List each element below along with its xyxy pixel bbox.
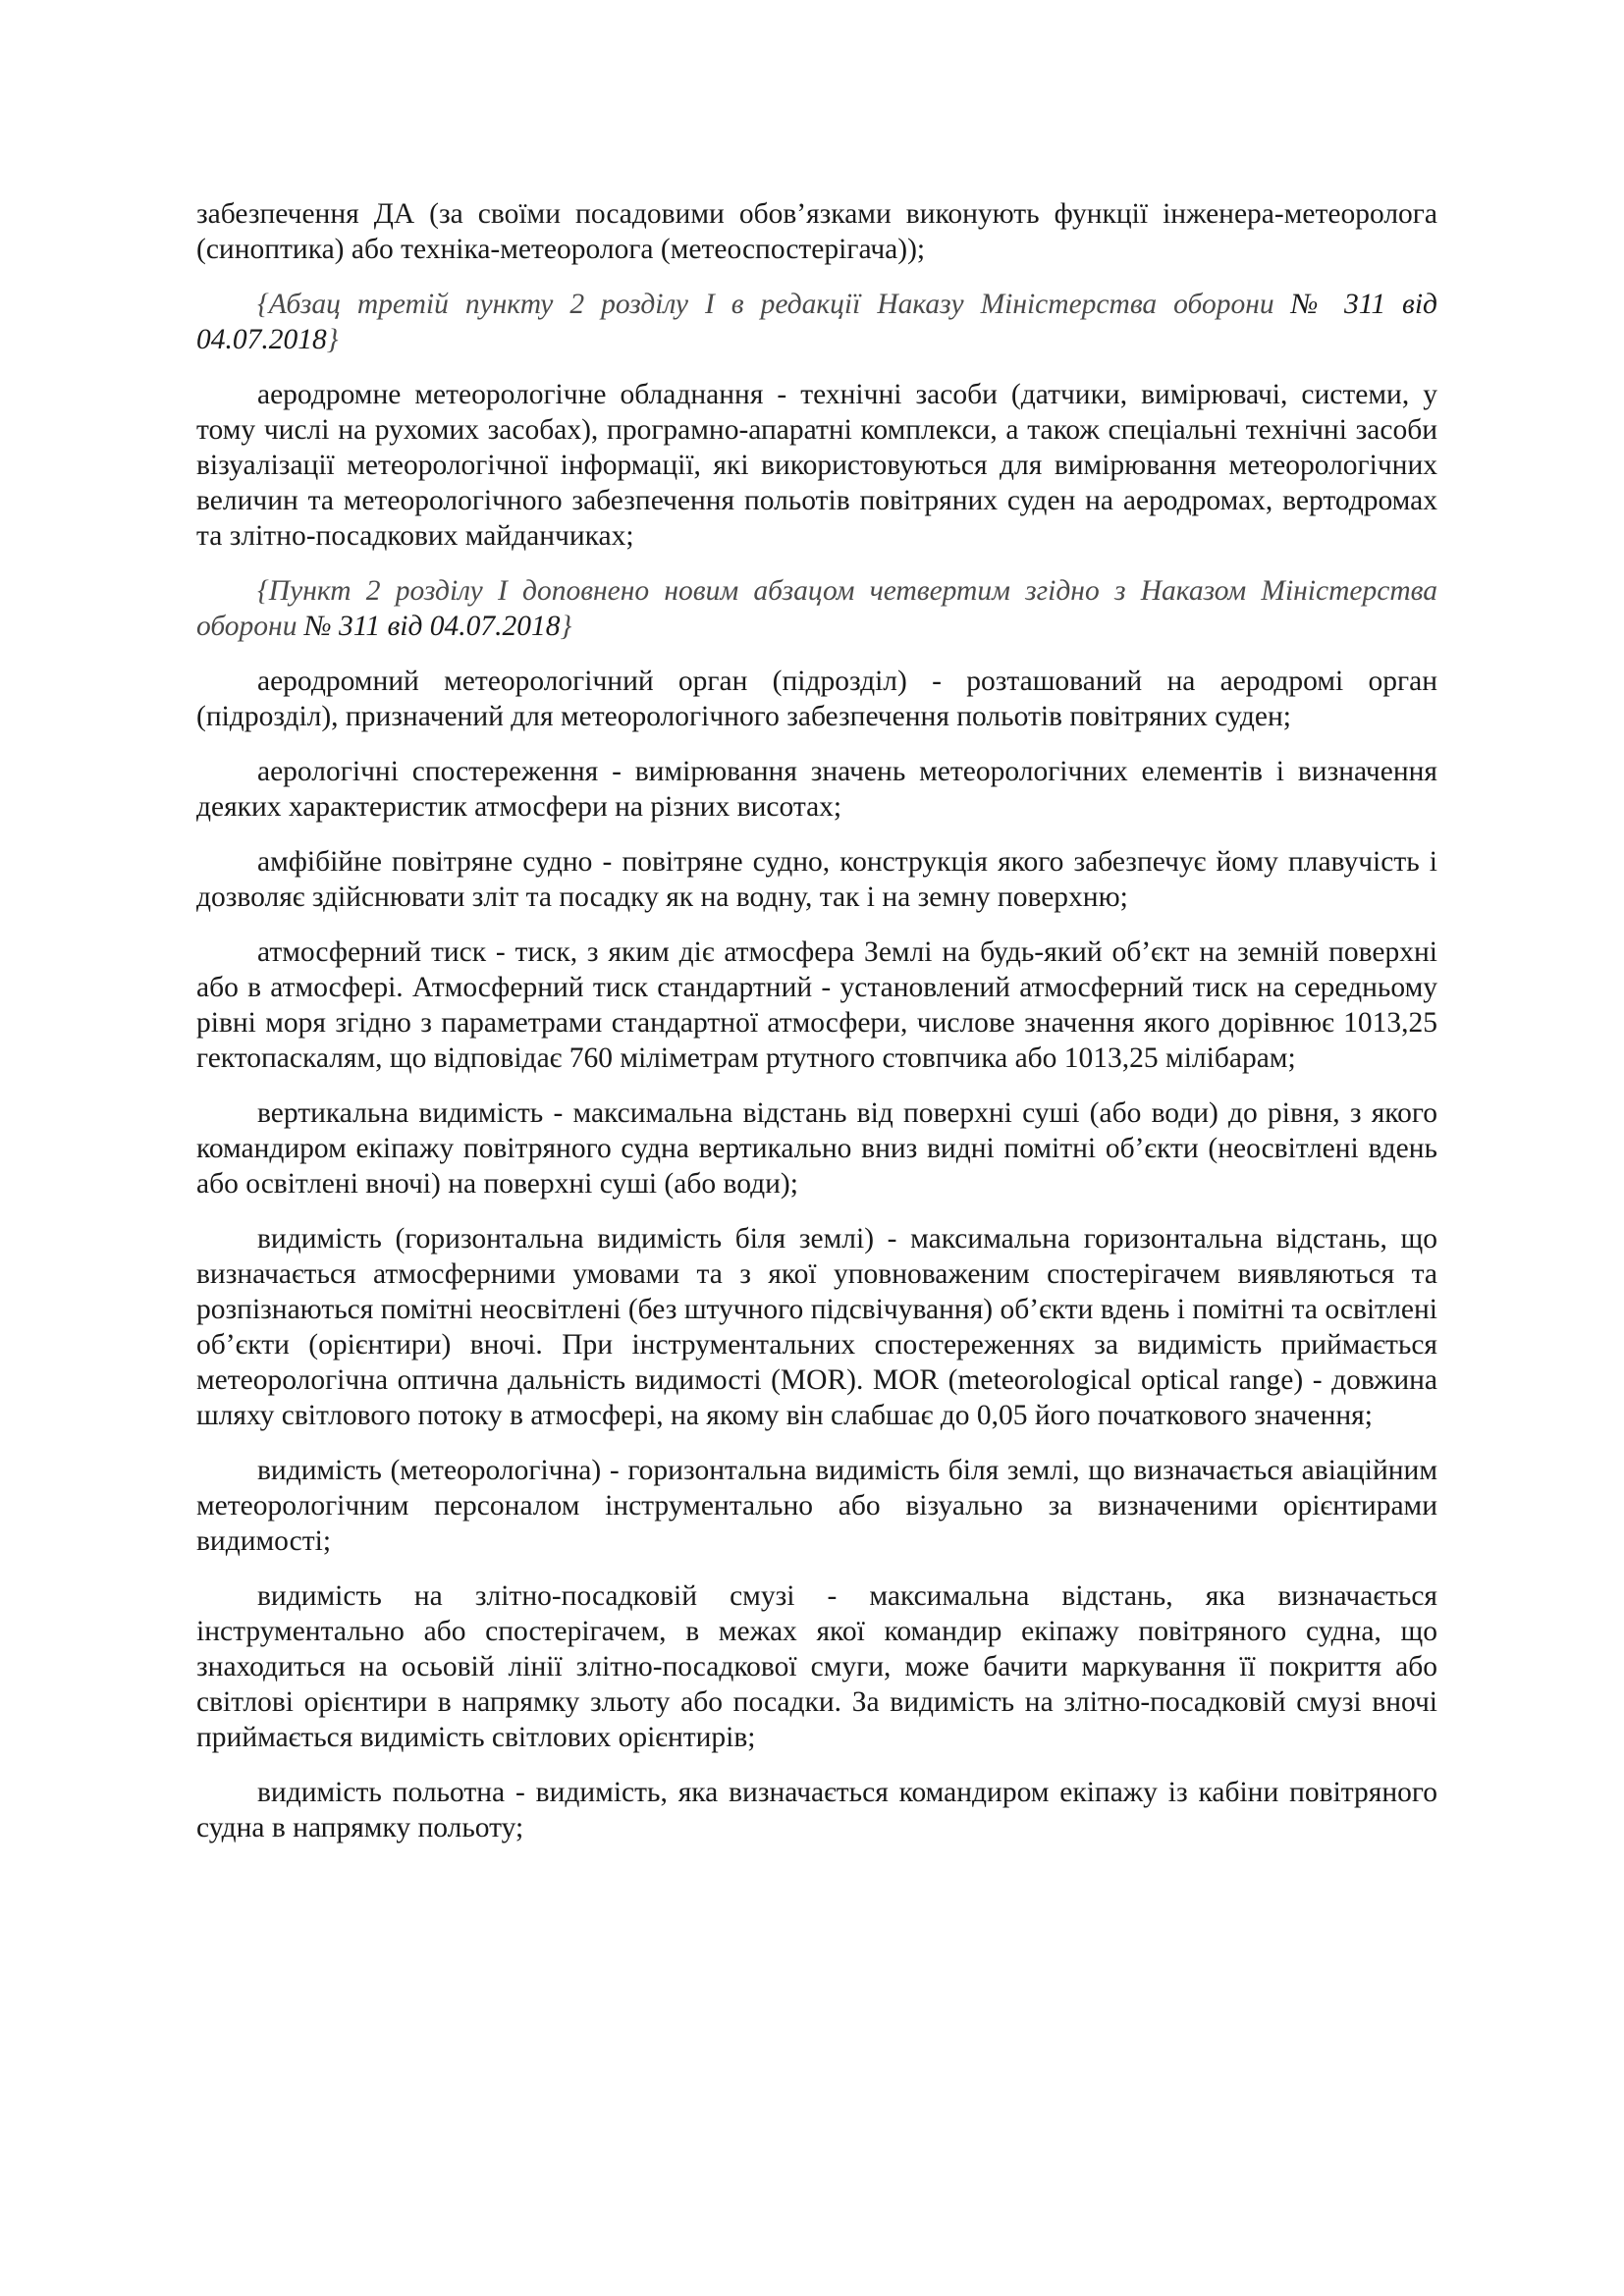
paragraph-aerodrome-equipment: аеродромне метеорологічне обладнання - технічні засоби (датчики, вимірювачі, системи, у тому числі на рухомих засобах), програмно-апаратні комплекси, а також спеціальні технічні засоби візуалізації метеорологічної інформації, які використовуються для вимірювання метеорологічних величин та метеорологічного забезпечення польотів повітряних суден на аеродромах, вертодромах та злітно-посадкових майданчиках; <box>196 379 1437 552</box>
paragraph-vertical-visibility: вертикальна видимість - максимальна відстань від поверхні суші (або води) до рівня, з якого командиром екіпажу повітряного судна вертикально вниз видні помітні об’єкти (неосвітлені вдень або освітлені вночі) на поверхні суші (або води); <box>196 1097 1437 1200</box>
order-reference-link[interactable]: № 311 від 04.07.2018 <box>303 611 561 642</box>
paragraph-horizontal-visibility: видимість (горизонтальна видимість біля землі) - максимальна горизонтальна відстань, що визначається атмосферними умовами та з якої уповноваженим спостерігачем виявляються та розпізнаються помітні неосвітлені (без штучного підсвічування) об’єкти вдень і помітні та освітлені об’єкти (орієнтири) вночі. При інструментальних спостереженнях за видимість приймається метеорологічна оптична дальність видимості (MOR). MOR (meteorological optical range) - довжина шляху світлового потоку в атмосфері, на якому він слабшає до 0,05 його початкового значення; <box>196 1223 1437 1431</box>
note-text: {Абзац третій пункту 2 розділу I в редакції Наказу Міністерства оборони <box>257 289 1291 320</box>
paragraph-amphibious-aircraft: амфібійне повітряне судно - повітряне судно, конструкція якого забезпечує йому плавучість і дозволяє здійснювати зліт та посадку як на водну, так і на земну поверхню; <box>196 846 1437 913</box>
editorial-note-paragraph-3 <box>196 287 1437 357</box>
order-reference-link[interactable]: № 311 від 04.07.2018 <box>196 289 1437 355</box>
paragraph-atmospheric-pressure: атмосферний тиск - тиск, з яким діє атмосфера Землі на будь-який об’єкт на земній поверхні або в атмосфері. Атмосферний тиск стандартний - установлений атмосферний тиск на середньому рівні моря згідно з параметрами стандартної атмосфери, числове значення якого дорівнює 1013,25 гектопаскалям, що відповідає 760 міліметрам ртутного стовпчика або 1013,25 мілібарам; <box>196 936 1437 1074</box>
editorial-note-paragraph-4 <box>196 573 1437 644</box>
note-tail: } <box>560 611 572 642</box>
paragraph-da-support: забезпечення ДА (за своїми посадовими обов’язками виконують функції інженера-метеоролога (синоптика) або техніка-метеоролога (метеоспостерігача)); <box>196 198 1437 265</box>
paragraph-aerodrome-met-office: аеродромний метеорологічний орган (підрозділ) - розташований на аеродромі орган (підрозділ), призначений для метеорологічного забезпечення польотів повітряних суден; <box>196 666 1437 732</box>
paragraph-meteorological-visibility: видимість (метеорологічна) - горизонтальна видимість біля землі, що визначається авіаційним метеорологічним персоналом інструментально або візуально за визначеними орієнтирами видимості; <box>196 1455 1437 1557</box>
paragraph-flight-visibility: видимість польотна - видимість, яка визначається командиром екіпажу із кабіни повітряного судна в напрямку польоту; <box>196 1777 1437 1843</box>
note-tail: } <box>326 324 339 355</box>
paragraph-runway-visibility: видимість на злітно-посадковій смузі - максимальна відстань, яка визначається інструментально або спостерігачем, в межах якої командир екіпажу повітряного судна, що знаходиться на осьовій лінії злітно-посадкової смуги, може бачити маркування її покриття або світлові орієнтири в напрямку зльоту або посадки. За видимість на злітно-посадковій смузі вночі приймається видимість світлових орієнтирів; <box>196 1580 1437 1753</box>
note-text: {Пункт 2 розділу I доповнено новим абзацом четвертим згідно з Наказом Міністерства оборони <box>196 575 1437 642</box>
paragraph-aerological-observations: аерологічні спостереження - вимірювання значень метеорологічних елементів і визначення деяких характеристик атмосфери на різних висотах; <box>196 756 1437 823</box>
